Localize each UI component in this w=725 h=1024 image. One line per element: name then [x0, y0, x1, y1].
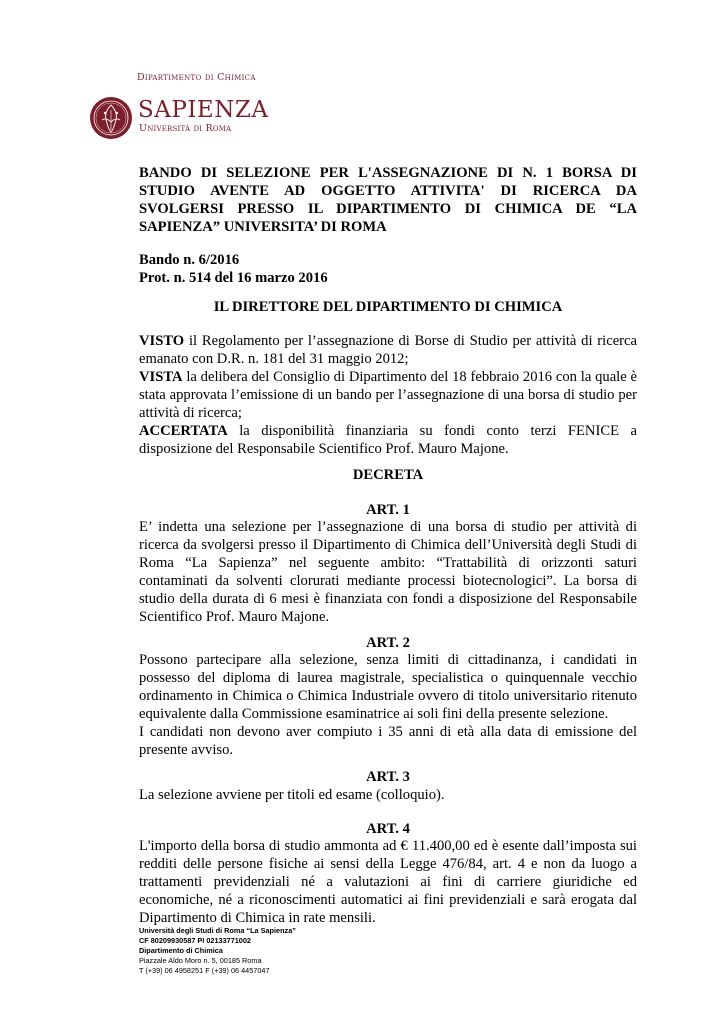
accertata-paragraph: [139, 422, 637, 458]
footer-phone: T (+39) 06 4958251 F (+39) 06 4457047: [139, 966, 270, 975]
vista-text: la delibera del Consiglio di Dipartimento del 18 febbraio 2016 con la quale è stata approvata l’emissione di un bando per l’assegnazione di una borsa di studio per attività di ricerca;: [139, 369, 637, 421]
footer-tax-codes: CF 80209930587 PI 02133771002: [139, 936, 251, 945]
vista-label: VISTA: [139, 369, 183, 385]
bando-block: [139, 251, 637, 287]
university-logo-name: SAPIENZA: [138, 97, 269, 123]
sapienza-seal-logo: [89, 96, 133, 140]
art4-text: L'importo della borsa di studio ammonta ad € 11.400,00 ed è esente dall’imposta sui redditi delle persone fisiche ai sensi della Legge 476/84, art. 4 e non da luogo a trattamenti previdenziali né a valutazioni ai fini di carriere giuridiche ed economiche, né a riconoscimenti automatici ai fini previdenziali e sarà erogata dal Dipartimento di Chimica in rate mensili.: [139, 838, 637, 926]
decreta-heading: DECRETA: [352, 467, 424, 483]
vista-paragraph: [139, 368, 637, 422]
art2-text-1: Possono partecipare alla selezione, senza limiti di cittadinanza, i candidati in possesso del diploma di laurea magistrale, specialistica o quinquennale vecchio ordinamento in Chimica o Chimica Industriale ovvero di titolo universitario ritenuto equivalente dalla Commissione esaminatrice ai soli fini della presente selezione.: [139, 652, 637, 722]
director-heading: IL DIRETTORE DEL DIPARTIMENTO DI CHIMICA: [213, 299, 563, 315]
visto-paragraph: [139, 332, 637, 368]
footer-street: Piazzale Aldo Moro n. 5, 00185 Roma: [139, 956, 262, 965]
document-title: BANDO DI SELEZIONE PER L'ASSEGNAZIONE DI N. 1 BORSA DI STUDIO AVENTE AD OGGETTO ATTIVITA' DI RICERCA DA SVOLGERSI PRESSO IL DIPARTIMENTO DI CHIMICA DE “LA SAPIENZA” UNIVERSITA’ DI ROMA: [139, 165, 637, 235]
art4-heading: ART. 4: [366, 821, 410, 837]
accertata-text: la disponibilità finanziaria su fondi conto terzi FENICE a disposizione del Responsabile Scientifico Prof. Mauro Majone.: [139, 423, 637, 457]
footer-address: [139, 926, 296, 976]
university-logo-subtitle: Università di Roma: [139, 123, 232, 134]
art2-block: [139, 651, 637, 759]
visto-text: il Regolamento per l’assegnazione di Borse di Studio per attività di ricerca emanato con D.R. n. 181 del 31 maggio 2012;: [139, 333, 637, 367]
department-header: Dipartimento di Chimica: [137, 72, 256, 83]
art3-heading: ART. 3: [366, 769, 410, 785]
art2-heading: ART. 2: [366, 635, 410, 651]
footer-university: Università degli Studi di Roma “La Sapienza”: [139, 926, 296, 935]
accertata-label: ACCERTATA: [139, 423, 228, 439]
art1-text: E’ indetta una selezione per l’assegnazione di una borsa di studio per attività di ricerca da svolgersi presso il Dipartimento di Chimica dell’Università degli Studi di Roma “La Sapienza” nel seguente ambito: “Trattabilità di orizzonti saturi contaminati da solventi clorurati mediante processi biotecnologici”. La borsa di studio della durata di 6 mesi è finanziata con fondi a disposizione del Responsabile Scientifico Prof. Mauro Majone.: [139, 519, 637, 625]
bando-number: Bando n. 6/2016: [139, 252, 240, 268]
art3-text: La selezione avviene per titoli ed esame (colloquio).: [139, 787, 445, 803]
art1-heading: ART. 1: [366, 502, 410, 518]
premises-block: [139, 332, 637, 458]
footer-department: Dipartimento di Chimica: [139, 946, 223, 955]
art2-text-2: I candidati non devono aver compiuto i 35 anni di età alla data di emissione del presente avviso.: [139, 724, 637, 758]
protocol-number: Prot. n. 514 del 16 marzo 2016: [139, 270, 328, 286]
visto-label: VISTO: [139, 333, 185, 349]
